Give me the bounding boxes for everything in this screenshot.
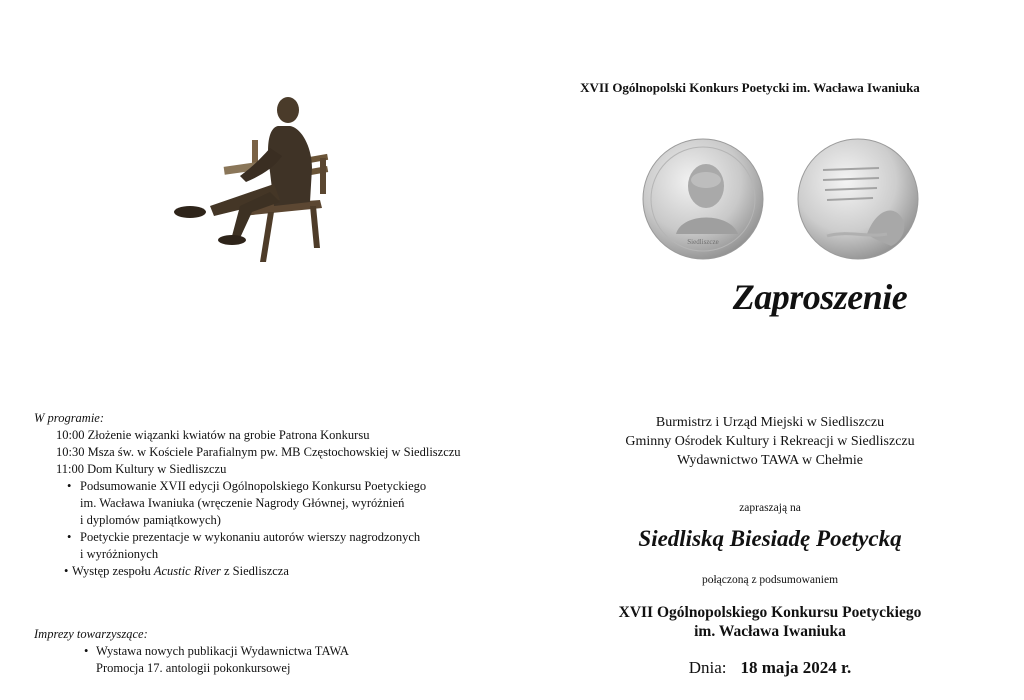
medal-front-image [642, 138, 764, 260]
contest-line: im. Wacława Iwaniuka [694, 623, 846, 640]
band-item-prefix: Występ zespołu [72, 564, 154, 578]
contest-title-top: XVII Ogólnopolski Konkurs Poetycki im. Wacława Iwaniuka [580, 80, 920, 95]
programme-item: 11:00 Dom Kultury w Siedliszczu [56, 462, 227, 476]
sub-item-line: i dyplomów pamiątkowych) [80, 513, 221, 527]
extras-item [34, 643, 494, 677]
bullet-icon: • [67, 479, 72, 493]
extras-line: Promocja 17. antologii pokonkursowej [96, 661, 291, 675]
bullet-icon: • [64, 564, 69, 578]
programme-sub-item [34, 529, 504, 563]
medal-back-image [797, 138, 919, 260]
date-label: Dnia: [688, 658, 727, 677]
sub-item-line: i wyróżnionych [80, 547, 159, 561]
bullet-icon: • [84, 644, 89, 658]
sub-item-line: Podsumowanie XVII edycji Ogólnopolskiego Konkursu Poetyckiego [80, 479, 427, 493]
programme-section [34, 410, 504, 580]
extras-heading: Imprezy towarzyszące: [34, 627, 148, 641]
accompanying-events [34, 626, 494, 677]
bullet-icon: • [67, 530, 72, 544]
invite-text: zapraszają na [739, 502, 801, 514]
sub-item-line: im. Wacława Iwaniuka (wręczenie Nagrody Głównej, wyróżnień [80, 496, 405, 510]
band-name: Acustic River [153, 564, 221, 578]
poet-statue-image [170, 88, 340, 268]
medal-reverse-icon [797, 138, 919, 260]
band-item-suffix: z Siedliszcza [220, 564, 289, 578]
programme-sub-item [34, 478, 504, 529]
host-line: Gminny Ośrodek Kultury i Rekreacji w Siedliszczu [625, 434, 915, 449]
programme-heading: W programie: [34, 411, 105, 425]
date-value: 18 maja 2024 r. [740, 658, 852, 677]
host-line: Wydawnictwo TAWA w Chełmie [676, 453, 863, 468]
medal-caption: Siedliszcze [687, 238, 719, 246]
host-line: Burmistrz i Urząd Miejski w Siedliszczu [655, 415, 885, 430]
programme-sub-item-band [34, 563, 504, 580]
combined-text: połączoną z podsumowaniem [701, 574, 839, 586]
sub-item-line: Poetyckie prezentacje w wykonaniu autorów wierszy nagrodzonych [80, 530, 421, 544]
programme-item: 10:00 Złożenie wiązanki kwiatów na grobie Patrona Konkursu [56, 428, 370, 442]
event-date [600, 658, 940, 678]
programme-item: 10:30 Msza św. w Kościele Parafialnym pw. MB Częstochowskiej w Siedliszczu [56, 445, 461, 459]
bench-statue-icon [170, 88, 340, 268]
invitation-title: Zaproszenie [732, 277, 908, 317]
medal-portrait-icon [642, 138, 764, 260]
hosts-block [580, 413, 960, 470]
event-name: Siedliską Biesiadę Poetycką [638, 526, 902, 551]
contest-line: XVII Ogólnopolskiego Konkursu Poetyckiego [618, 604, 922, 621]
extras-line: Wystawa nowych publikacji Wydawnictwa TAWA [96, 644, 349, 658]
contest-name-bottom [560, 603, 980, 641]
